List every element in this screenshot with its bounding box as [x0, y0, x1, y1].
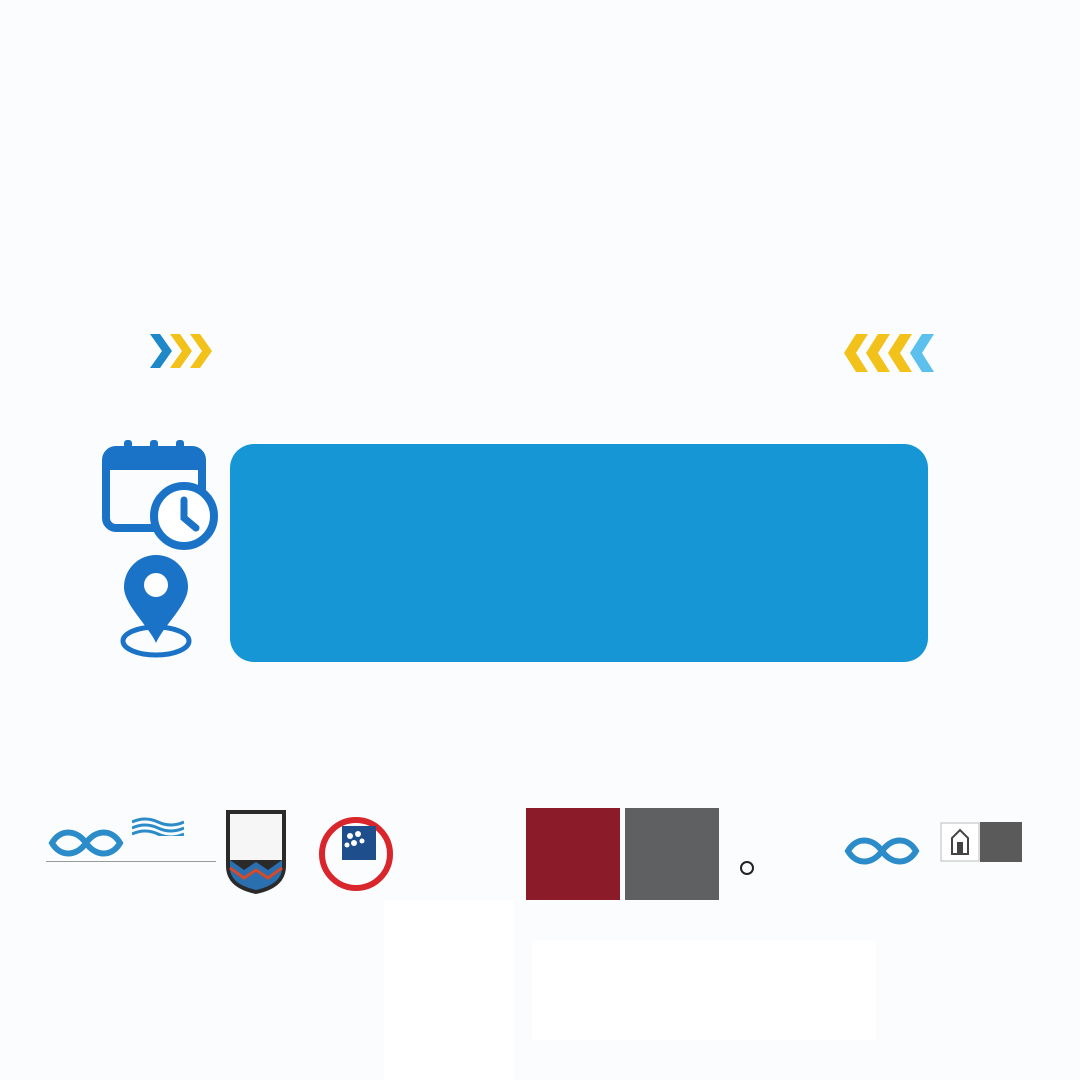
logo-unvm-emblem [318, 816, 396, 892]
calendar-clock-icon [98, 440, 220, 552]
logo-ungs [740, 861, 756, 877]
location-pin-icon [118, 553, 194, 661]
logo-ines [46, 810, 218, 890]
logo-ruess [532, 940, 876, 1040]
logo-unc-box [980, 822, 1022, 862]
ruess-birds-icon [538, 946, 638, 1036]
conicet-symbol-icon-2 [842, 834, 922, 868]
unc-crest-icon [940, 822, 980, 862]
logo-unrc [224, 808, 288, 896]
chevrons-left-icon [844, 330, 936, 376]
logo-unl [625, 808, 719, 900]
audience-banner [150, 328, 940, 374]
event-info-card [230, 444, 928, 662]
logo-idacor [842, 818, 1060, 902]
ungs-mark-icon [740, 861, 754, 875]
chevrons-right-icon [150, 330, 216, 372]
logo-ines-divider [46, 861, 216, 862]
logo-augm [384, 900, 514, 1080]
conicet-symbol-icon [46, 826, 126, 860]
logo-fcjs [526, 808, 620, 900]
augm-flower-icon [390, 904, 508, 1022]
uner-waves-icon [132, 816, 184, 836]
